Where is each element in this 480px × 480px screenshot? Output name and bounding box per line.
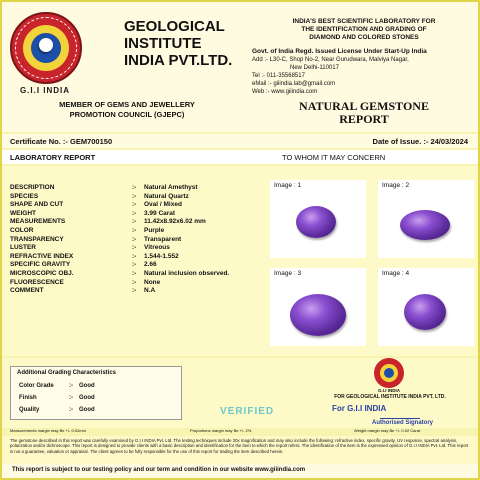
detail-row [10, 261, 260, 270]
for-gii-stamp: For G.I.I INDIA [332, 404, 387, 413]
detail-value: N.A [144, 287, 156, 295]
detail-key: MICROSCOPIC OBJ. [10, 269, 74, 277]
lab-line-1: INDIA'S BEST SCIENTIFIC LABORATORY FOR [292, 18, 436, 25]
address-line-2: New Delhi-110017 [290, 65, 339, 71]
detail-colon: :- [132, 287, 137, 295]
certificate-info-bar [2, 134, 478, 148]
detail-row [10, 287, 260, 296]
laboratory-report-label: LABORATORY REPORT [10, 153, 96, 162]
detail-colon: :- [132, 278, 137, 286]
report-body [2, 166, 478, 356]
grading-colon: :- [69, 407, 73, 413]
report-title-line-2: REPORT [339, 112, 389, 126]
report-title-line-1: NATURAL GEMSTONE [299, 99, 429, 113]
detail-key: SPECIES [10, 192, 39, 200]
company-line-2: INSTITUTE [124, 35, 202, 52]
detail-key: DESCRIPTION [10, 184, 55, 191]
detail-key: COLOR [10, 226, 34, 234]
detail-row [10, 244, 260, 253]
detail-value: Vitreous [144, 244, 170, 252]
member-text [22, 100, 232, 120]
image-label: Image : 4 [382, 270, 410, 277]
seal-icon [374, 358, 404, 388]
detail-value: Natural inclusion observed. [144, 269, 230, 277]
govt-license: Govt. of India Regd. Issued License Under Start-Up India [252, 48, 427, 55]
grading-row [19, 407, 95, 413]
detail-row [10, 184, 260, 193]
image-grid [270, 180, 476, 350]
detail-key: COMMENT [10, 287, 44, 295]
detail-key: SHAPE AND CUT [10, 201, 64, 209]
gem-photo-icon [404, 294, 446, 330]
detail-colon: :- [132, 192, 137, 200]
telephone: Tel :- 011-35568517 [252, 73, 305, 79]
detail-key: SPECIFIC GRAVITY [10, 261, 71, 269]
weight-margin: Weight margin may Be +/- 0.02 Carat [354, 428, 421, 433]
image-panel-1 [270, 180, 366, 258]
detail-colon: :- [132, 226, 137, 234]
certificate-number: Certificate No. :- GEM700150 [10, 137, 113, 146]
footer-text: This report is subject to our testing policy and our term and condition in our website www.giiindia.com [12, 467, 306, 473]
email-link[interactable]: eMail :- giiindia.lab@gmail.com [252, 81, 336, 87]
gii-logo-icon [10, 12, 82, 84]
detail-key: TRANSPARENCY [10, 235, 64, 243]
detail-colon: :- [132, 252, 137, 260]
company-name [124, 18, 232, 69]
grading-value: Good [79, 395, 95, 401]
details-table [10, 184, 260, 296]
authorised-signatory: Authorised Signatory [372, 420, 434, 426]
detail-row [10, 218, 260, 227]
detail-value: None [144, 278, 161, 286]
margins-note [2, 428, 478, 436]
company-line-1: GEOLOGICAL [124, 18, 225, 35]
grading-key: Color Grade [19, 383, 54, 389]
gem-photo-icon [290, 294, 346, 336]
header [2, 2, 478, 132]
signature-line [380, 408, 420, 419]
measurement-margin: Measurements margin may Be +/- 0.02mm [10, 428, 86, 433]
detail-row [10, 210, 260, 219]
detail-value: 2.66 [144, 261, 157, 269]
seal-company: FOR GEOLOGICAL INSTITUTE INDIA PVT. LTD. [334, 394, 446, 400]
grading-and-seal [2, 358, 478, 428]
detail-key: WEIGHT [10, 209, 36, 217]
lab-line-3: DIAMOND AND COLORED STONES [309, 34, 419, 41]
detail-value: Transparent [144, 235, 182, 243]
address-line-1: Add :- L30-C, Shop No-2, Near Gurudwara, Malviya Nagar, [252, 57, 409, 63]
image-panel-3 [270, 268, 366, 346]
gem-photo-icon [296, 206, 336, 238]
detail-key: MEASUREMENTS [10, 218, 66, 226]
gem-photo-icon [400, 210, 450, 240]
grading-value: Good [79, 407, 95, 413]
grading-title: Additional Grading Characteristics [17, 370, 117, 376]
detail-row [10, 193, 260, 202]
report-heading-bar [2, 150, 478, 164]
grading-colon: :- [69, 383, 73, 389]
image-label: Image : 3 [274, 270, 302, 277]
seal-label: G.I.I INDIA [377, 388, 400, 393]
grading-value: Good [79, 383, 95, 389]
detail-row [10, 253, 260, 262]
member-line-1: MEMBER OF GEMS AND JEWELLERY [59, 100, 195, 109]
detail-value: Oval / Mixed [144, 201, 182, 209]
detail-row [10, 270, 260, 279]
detail-key: LUSTER [10, 244, 36, 252]
lab-line-2: THE IDENTIFICATION AND GRADING OF [301, 26, 427, 33]
detail-row [10, 201, 260, 210]
footer [2, 464, 478, 478]
image-panel-2 [378, 180, 474, 258]
grading-key: Quality [19, 407, 40, 413]
report-title [264, 100, 464, 126]
detail-colon: :- [132, 201, 137, 209]
detail-colon: :- [132, 218, 137, 226]
grading-colon: :- [69, 395, 73, 401]
image-label: Image : 1 [274, 182, 302, 189]
detail-key: REFRACTIVE INDEX [10, 252, 74, 260]
lab-tagline [250, 18, 478, 42]
contact-block [252, 48, 478, 96]
detail-row [10, 227, 260, 236]
detail-colon: :- [132, 244, 137, 252]
verified-stamp: VERIFIED [220, 406, 275, 417]
grading-row [19, 383, 95, 389]
additional-grading-box [10, 366, 182, 420]
member-line-2: PROMOTION COUNCIL (GJEPC) [69, 110, 185, 119]
detail-row [10, 279, 260, 288]
proportion-margin: Proportions margin may Be +/- 2% [190, 428, 252, 433]
detail-colon: :- [132, 261, 137, 269]
disclaimer-text: The gemstone described in this report was carefully examined by G.I.I INDIA Pvt. Ltd. The testing techniques include 20x magnification and may also include the following: refractive index, specific gravity, UV response, spectral analysis, polarization and/or dichroscope. This report is designed to provide clients with a basic description and identification for the item to which the report refers. The identification of the item is the expressed opinion of G.I.I INDIA Pvt. Ltd. This report is not a guarantee, valuation or appraisal. The client agrees to be fully responsible for the use of this report for trading the item described herein. [10, 438, 469, 454]
detail-value: Natural Quartz [144, 192, 189, 200]
grading-key: Finish [19, 395, 37, 401]
website-link[interactable]: Web :- www.giiindia.com [252, 89, 318, 95]
detail-value: 1.544-1.552 [144, 252, 179, 260]
disclaimer [2, 436, 478, 464]
detail-key: FLUORESCENCE [10, 278, 64, 286]
detail-colon: :- [132, 184, 137, 191]
to-whom-label: TO WHOM IT MAY CONCERN [282, 153, 386, 162]
detail-colon: :- [132, 269, 137, 277]
detail-value: Purple [144, 226, 165, 234]
company-line-3: INDIA PVT.LTD. [124, 52, 233, 69]
detail-colon: :- [132, 235, 137, 243]
detail-value: Natural Amethyst [144, 184, 198, 191]
issue-date: Date of Issue. :- 24/03/2024 [372, 137, 468, 146]
grading-row [19, 395, 95, 401]
detail-value: 3.99 Carat [144, 209, 176, 217]
detail-colon: :- [132, 209, 137, 217]
detail-value: 11.42x8.92x6.02 mm [144, 218, 206, 226]
detail-row [10, 236, 260, 245]
image-label: Image : 2 [382, 182, 410, 189]
logo-label: G.I.I INDIA [19, 86, 71, 95]
image-panel-4 [378, 268, 474, 346]
